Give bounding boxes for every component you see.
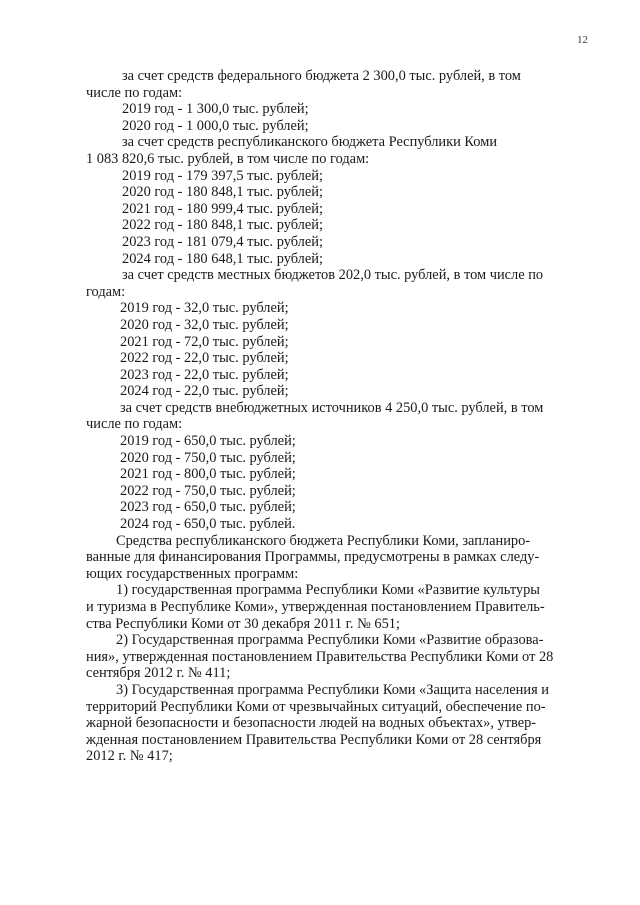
extra-year-line: 2020 год - 750,0 тыс. рублей; — [120, 449, 296, 466]
extra-line-1: за счет средств внебюджетных источников 4 250,0 тыс. рублей, в том — [120, 399, 544, 416]
federal-line-1: за счет средств федерального бюджета 2 300,0 тыс. рублей, в том — [122, 68, 521, 84]
program-2-line: ния», утвержденная постановлением Правительства Республики Коми от 28 — [86, 648, 554, 665]
local-line-2: годам: — [86, 283, 126, 300]
program-3-line: жденная постановлением Правительства Республики Коми от 28 сентября — [86, 731, 542, 748]
extra-line-2: числе по годам: — [86, 416, 183, 433]
programs-intro-line: Средства республиканского бюджета Республики Коми, запланиро- — [116, 532, 531, 549]
local-year-line: 2020 год - 32,0 тыс. рублей; — [120, 316, 289, 333]
local-year-line: 2024 год - 22,0 тыс. рублей; — [120, 383, 289, 400]
republic-year-line: 2020 год - 180 848,1 тыс. рублей; — [122, 184, 323, 201]
federal-year-line: 2020 год - 1 000,0 тыс. рублей; — [122, 117, 309, 134]
local-year-line: 2019 год - 32,0 тыс. рублей; — [120, 300, 289, 317]
republic-year-line: 2023 год - 181 079,4 тыс. рублей; — [122, 233, 323, 250]
extra-year-line: 2022 год - 750,0 тыс. рублей; — [120, 482, 296, 499]
republic-year-line: 2024 год - 180 648,1 тыс. рублей; — [122, 250, 323, 267]
programs-intro-line: ванные для финансирования Программы, предусмотрены в рамках следу- — [86, 549, 540, 566]
republic-year-line: 2021 год - 180 999,4 тыс. рублей; — [122, 200, 323, 217]
document-body — [86, 68, 584, 765]
extra-year-line: 2019 год - 650,0 тыс. рублей; — [120, 433, 296, 450]
republic-year-line: 2019 год - 179 397,5 тыс. рублей; — [122, 167, 323, 184]
program-2-line: 2) Государственная программа Республики Коми «Развитие образова- — [116, 632, 544, 649]
extra-year-line: 2023 год - 650,0 тыс. рублей; — [120, 499, 296, 516]
republic-line-2: 1 083 820,6 тыс. рублей, в том числе по годам: — [86, 150, 370, 167]
program-3-line: 2012 г. № 417; — [86, 748, 173, 765]
local-year-line: 2022 год - 22,0 тыс. рублей; — [120, 350, 289, 367]
programs-intro-line: ющих государственных программ: — [86, 565, 299, 582]
program-1-line: и туризма в Республике Коми», утвержденная постановлением Правитель- — [86, 599, 545, 615]
local-year-line: 2021 год - 72,0 тыс. рублей; — [120, 333, 289, 350]
local-line-1: за счет средств местных бюджетов 202,0 тыс. рублей, в том числе по — [122, 267, 544, 284]
program-3-line: жарной безопасности и безопасности людей на водных объектах», утвер- — [86, 715, 537, 732]
federal-year-line: 2019 год - 1 300,0 тыс. рублей; — [122, 101, 309, 118]
page-number: 12 — [577, 34, 588, 46]
program-1-line: 1) государственная программа Республики Коми «Развитие культуры — [116, 582, 540, 599]
local-year-line: 2023 год - 22,0 тыс. рублей; — [120, 366, 289, 383]
program-2-line: сентября 2012 г. № 411; — [86, 665, 231, 682]
program-3-line: 3) Государственная программа Республики Коми «Защита населения и — [116, 681, 549, 698]
program-3-line: территорий Республики Коми от чрезвычайных ситуаций, обеспечение по- — [86, 698, 546, 715]
federal-line-2: числе по годам: — [86, 84, 183, 101]
extra-year-line: 2024 год - 650,0 тыс. рублей. — [120, 516, 296, 533]
extra-year-line: 2021 год - 800,0 тыс. рублей; — [120, 466, 296, 483]
republic-year-line: 2022 год - 180 848,1 тыс. рублей; — [122, 217, 323, 234]
program-1-line: ства Республики Коми от 30 декабря 2011 г. № 651; — [86, 615, 400, 632]
republic-line-1: за счет средств республиканского бюджета Республики Коми — [122, 134, 498, 151]
